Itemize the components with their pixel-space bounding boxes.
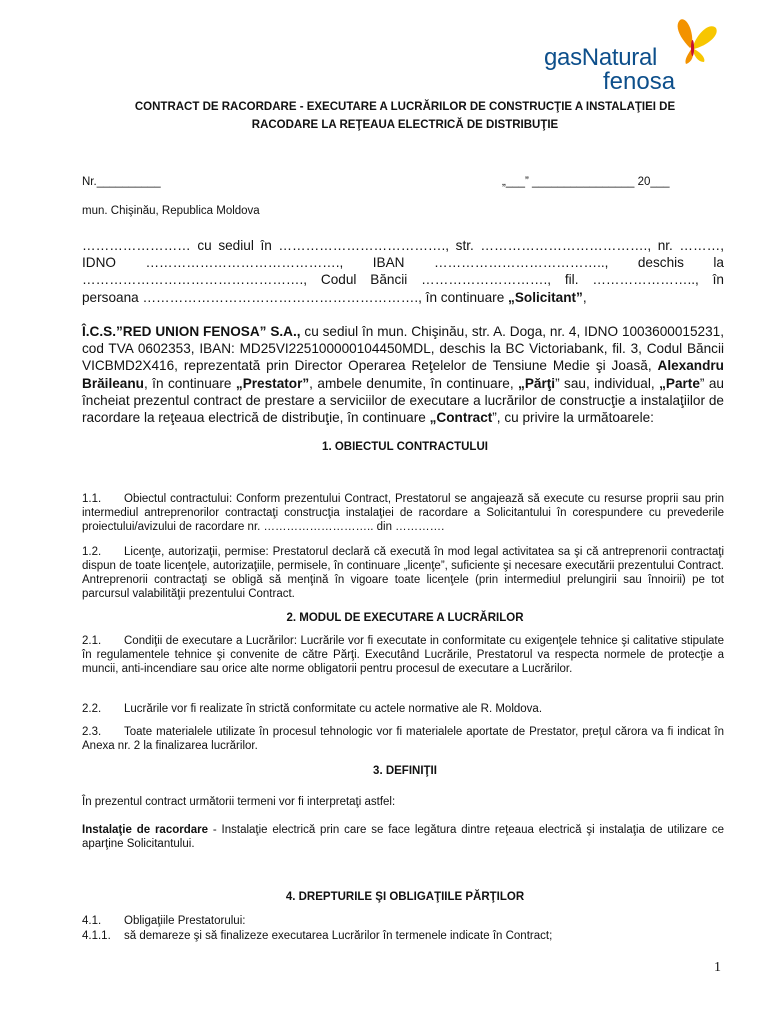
clause-number: 4.1. (82, 915, 102, 927)
prestator-name: Î.C.S.”RED UNION FENOSA” S.A., (82, 324, 301, 339)
solicitant-paragraph (82, 237, 724, 306)
contract-date: „___” ________________ 20___ (502, 176, 670, 188)
prestator-label: „Prestator” (235, 375, 310, 391)
clause-2-3 (82, 725, 724, 753)
document-title (84, 98, 726, 134)
prestator-text-2: , în continuare (143, 375, 236, 391)
clause-text: Toate materialele utilizate în procesul tehnologic vor fi materialele aportate de Prestator, preţul cărora va fi indicat în Anexa nr. 2 la finalizarea lucrărilor. (82, 726, 724, 752)
clause-text: Lucrările vor fi realizate în strictă conformitate cu actele normative ale R. Moldova. (124, 703, 543, 715)
parte-label: „Parte (659, 375, 700, 391)
clause-1-1 (82, 492, 724, 534)
clause-text: Obligaţiile Prestatorului: (124, 915, 246, 927)
clause-number: 1.2. (82, 546, 102, 558)
gas-natural-fenosa-logo (538, 18, 718, 98)
clause-text: să demareze şi să finalizeze executarea Lucrărilor în termenele indicate în Contract; (124, 930, 553, 942)
contract-number: Nr.__________ (82, 176, 161, 188)
prestator-text-4: ” sau, individual, (555, 375, 660, 391)
solicitant-details: …………………… cu sediul în ………………………………., str. ………………………………., nr. ………, IDNO ……………………………………., IBAN ……………………………….., deschis la …………………………………………., Codul Băncii ………………………., fil. ………………….., în persoana ……………………………………………………., în continuare (82, 238, 724, 305)
prestator-details: cu sediul în mun. Chişinău, str. A. Doga, nr. 4, IDNO 1003600015231, cod TVA 0602353, IBAN: MD25VI225100000104450MDL, deschis la BC Victoriabank, fil. 3, Codul Băncii VICBMD2X416, reprezentată prin Director Operarea Reţelelor de Tensiune Medie şi Joasă, (82, 324, 724, 374)
clause-number: 2.2. (82, 703, 102, 715)
section-2-heading: 2. MODUL DE EXECUTARE A LUCRĂRILOR (286, 612, 524, 624)
prestator-text-5: ” au încheiat prezentul contract de prestare a serviciilor de executare a lucrărilor de construcţie a instalaţiilor de racordare la reţeaua electrică de distribuţie, în continuare (82, 375, 724, 426)
contract-label: „Contract (429, 410, 493, 426)
clause-text: Obiectul contractului: Conform prezentului Contract, Prestatorul se angajează să execute cu resurse proprii sau prin intermediul antreprenorilor contractaţi construcţia instalaţiei de racordare a Solicitantului în corespundere cu prevederile proiectului/avizului de racordare nr. ……………………….. din …………. (82, 493, 724, 533)
parti-label: „Părţi (518, 375, 556, 391)
clause-number: 2.1. (82, 635, 102, 647)
clause-text: Licenţe, autorizaţii, permise: Prestatorul declară că execută în mod legal activitatea sa şi că antreprenorii contractaţi dispun de toate licenţele, autorizaţiile, permisele, în continuare „licenţe”, suficiente şi necesare executării prezentului Contract. Antreprenorii contractaţi se obligă să menţină în vigoare toate licenţele (prin intermediul prelungirii sau înnoirii) pe tot parcursul valabilităţii prezentului Contract. (82, 546, 724, 600)
title-line-1: CONTRACT DE RACORDARE - EXECUTARE A LUCRĂRILOR DE CONSTRUCŢIE A INSTALAŢIEI DE (134, 101, 676, 113)
title-line-2: RACODARE LA REŢEAUA ELECTRICĂ DE DISTRIBUŢIE (251, 119, 559, 131)
clause-number: 4.1.1. (82, 930, 111, 942)
section-1-heading: 1. OBIECTUL CONTRACTULUI (322, 441, 488, 453)
prestator-text-6: ”, cu privire la următoarele: (492, 410, 654, 426)
definition-text: - Instalaţie electrică prin care se face legătura dintre reţeaua electrică şi instalaţia de utilizare ce aparţine Solicitantului. (82, 824, 724, 850)
definition-term: Instalaţie de racordare (82, 824, 209, 836)
solicitant-label: „Solicitant” (508, 289, 583, 305)
contract-city: mun. Chişinău, Republica Moldova (82, 205, 260, 217)
clause-4-1-1 (82, 929, 724, 943)
page-number: 1 (714, 960, 721, 975)
section-3-heading: 3. DEFINIŢII (373, 765, 437, 777)
clause-2-1 (82, 634, 724, 676)
butterfly-icon (666, 18, 718, 66)
logo-text-gasnatural: gasNatural (544, 44, 658, 71)
solicitant-end: , (582, 289, 587, 305)
prestator-text-3: , ambele denumite, în continuare, (309, 375, 519, 391)
clause-number: 2.3. (82, 726, 102, 738)
prestator-paragraph (82, 323, 724, 426)
clause-number: 1.1. (82, 493, 102, 505)
director-name: Alexandru Brăileanu (82, 358, 724, 391)
clause-1-2 (82, 545, 724, 601)
logo-text-fenosa: fenosa (603, 68, 676, 95)
definitions-intro: În prezentul contract următorii termeni vor fi interpretaţi astfel: (82, 796, 396, 808)
clause-2-2 (82, 702, 724, 716)
clause-4-1 (82, 914, 724, 928)
section-4-heading: 4. DREPTURILE ŞI OBLIGAŢIILE PĂRŢILOR (285, 891, 525, 903)
definition-instalatie (82, 823, 724, 851)
clause-text: Condiţii de executare a Lucrărilor: Lucrările vor fi executate in conformitate cu exigenţele tehnice şi calitative stipulate în regulamentele tehnice şi convenite de către Părţi. Executând Lucrările, Prestatorul va respecta normele de protecţie a muncii, anti-incendiare sau orice alte norme obligatorii pentru procesul de executare a Lucrărilor. (82, 635, 724, 675)
